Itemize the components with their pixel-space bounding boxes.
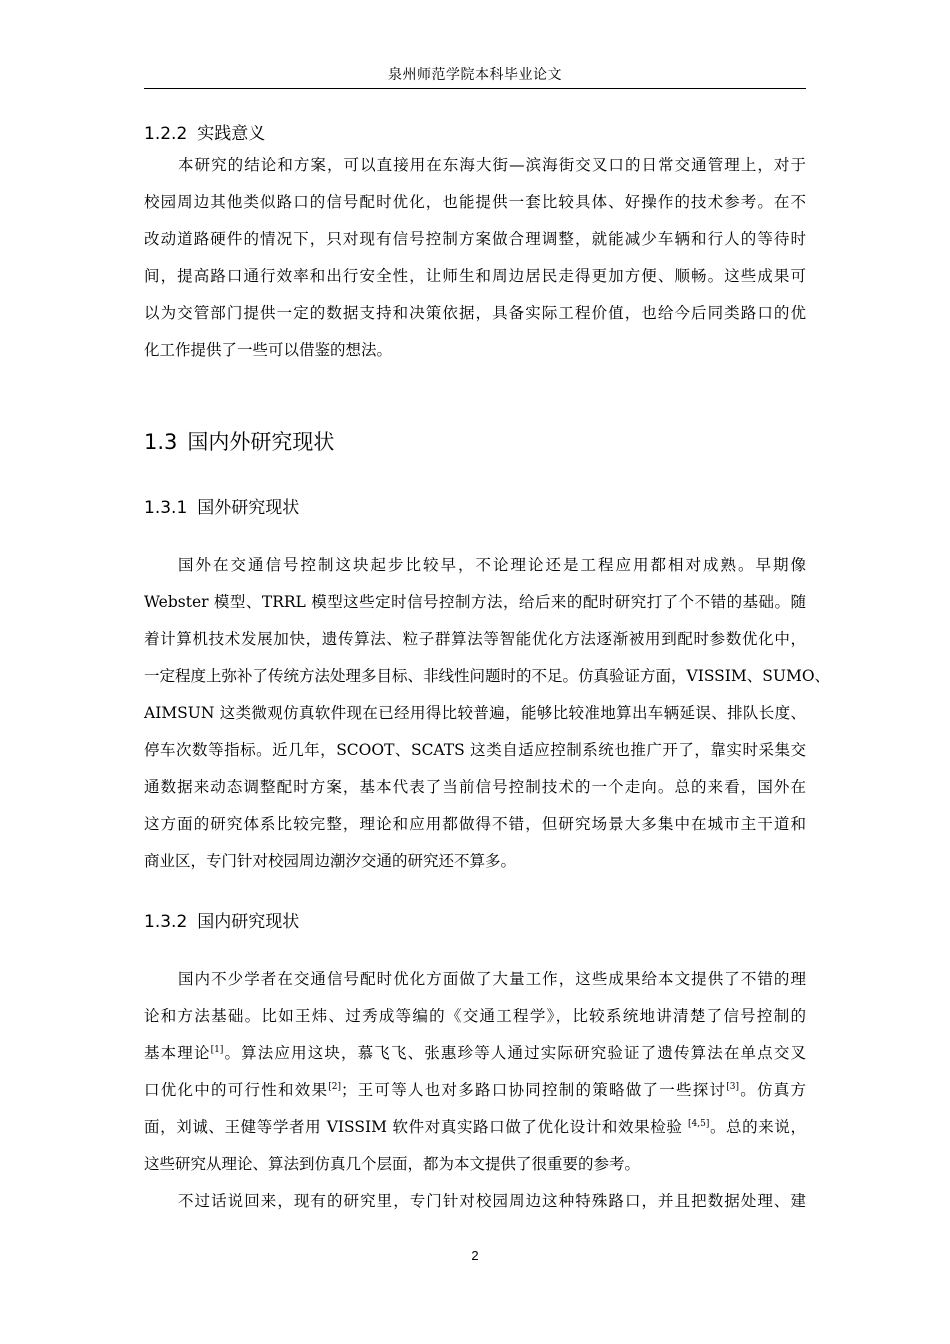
citation-ref[interactable]: [2] <box>328 1082 341 1092</box>
section-heading-1-3-2 <box>144 912 299 932</box>
paragraph-line: AIMSUN 这类微观仿真软件现在已经用得比较普遍，能够比较准地算出车辆延误、排队长度、 <box>144 704 806 722</box>
running-header: 泉州师范学院本科毕业论文 <box>388 67 562 83</box>
paragraph-line: 间，提高路口通行效率和出行安全性，让师生和周边居民走得更加方便、顺畅。这些成果可 <box>144 267 806 285</box>
text-run: ；王可等人也对多路口协同控制的策略做了一些探讨 <box>341 1081 727 1099</box>
paragraph-line: 这些研究从理论、算法到仿真几个层面，都为本文提供了很重要的参考。 <box>144 1155 641 1173</box>
text-run: 。总的来说， <box>709 1118 806 1136</box>
paragraph-line: 着计算机技术发展加快，遗传算法、粒子群算法等智能优化方法逐渐被用到配时参数优化中， <box>144 630 806 648</box>
paragraph-line: 不过话说回来，现有的研究里，专门针对校园周边这种特殊路口，并且把数据处理、建 <box>178 1192 806 1210</box>
paragraph-line: 化工作提供了一些可以借鉴的想法。 <box>144 341 393 359</box>
paragraph-line: 国内不少学者在交通信号配时优化方面做了大量工作，这些成果给本文提供了不错的理 <box>178 970 806 988</box>
citation-ref[interactable]: [3] <box>726 1082 739 1092</box>
paragraph-line: 商业区，专门针对校园周边潮汐交通的研究还不算多。 <box>144 852 517 870</box>
citation-ref[interactable]: [1] <box>210 1045 224 1055</box>
section-title: 国外研究现状 <box>197 498 300 518</box>
section-title: 国内研究现状 <box>197 912 300 932</box>
text-run: 面，刘诚、王健等学者用 VISSIM 软件对真实路口做了优化设计和效果检验 <box>144 1118 688 1136</box>
paragraph-line <box>144 1043 806 1063</box>
section-heading-1-3 <box>144 429 334 455</box>
citation-ref[interactable]: [4,5] <box>688 1119 710 1129</box>
paragraph-line: 一定程度上弥补了传统方法处理多目标、非线性问题时的不足。仿真验证方面，VISSIM、SUMO、 <box>144 667 831 685</box>
paragraph-line: 改动道路硬件的情况下，只对现有信号控制方案做合理调整，就能减少车辆和行人的等待时 <box>144 230 806 248</box>
paragraph-line: 国外在交通信号控制这块起步比较早，不论理论还是工程应用都相对成熟。早期像 <box>178 556 806 574</box>
header-rule <box>144 88 806 89</box>
paragraph-line: 停车次数等指标。近几年，SCOOT、SCATS 这类自适应控制系统也推广开了，靠实时采集交 <box>144 741 806 759</box>
section-number: 1.3.2 <box>144 912 188 932</box>
paragraph-line: 校园周边其他类似路口的信号配时优化，也能提供一套比较具体、好操作的技术参考。在不 <box>144 193 806 211</box>
page-number: 2 <box>471 1248 479 1263</box>
paragraph-line: 论和方法基础。比如王炜、过秀成等编的《交通工程学》，比较系统地讲清楚了信号控制的 <box>144 1007 806 1025</box>
paragraph-line <box>144 1080 806 1100</box>
paragraph-line <box>144 1117 806 1137</box>
text-run: 。仿真方 <box>738 1081 806 1099</box>
paragraph-line: 本研究的结论和方案，可以直接用在东海大街—滨海街交叉口的日常交通管理上，对于 <box>178 156 806 174</box>
section-title: 实践意义 <box>197 124 266 144</box>
paragraph-line: Webster 模型、TRRL 模型这些定时信号控制方法，给后来的配时研究打了个不错的基础。随 <box>144 593 806 611</box>
text-run: 。算法应用这块，慕飞飞、张惠珍等人通过实际研究验证了遗传算法在单点交叉 <box>223 1044 806 1062</box>
section-heading-1-2-2 <box>144 124 265 144</box>
paragraph-line: 以为交管部门提供一定的数据支持和决策依据，具备实际工程价值，也给今后同类路口的优 <box>144 304 806 322</box>
text-run: 基本理论 <box>144 1044 211 1062</box>
section-number: 1.3 <box>144 430 178 454</box>
section-heading-1-3-1 <box>144 498 299 518</box>
section-number: 1.2.2 <box>144 124 188 144</box>
text-run: 口优化中的可行性和效果 <box>144 1081 329 1099</box>
section-title: 国内外研究现状 <box>187 430 335 454</box>
paragraph-line: 这方面的研究体系比较完整，理论和应用都做得不错，但研究场景大多集中在城市主干道和 <box>144 815 806 833</box>
paragraph-line: 通数据来动态调整配时方案，基本代表了当前信号控制技术的一个走向。总的来看，国外在 <box>144 778 806 796</box>
section-number: 1.3.1 <box>144 498 188 518</box>
